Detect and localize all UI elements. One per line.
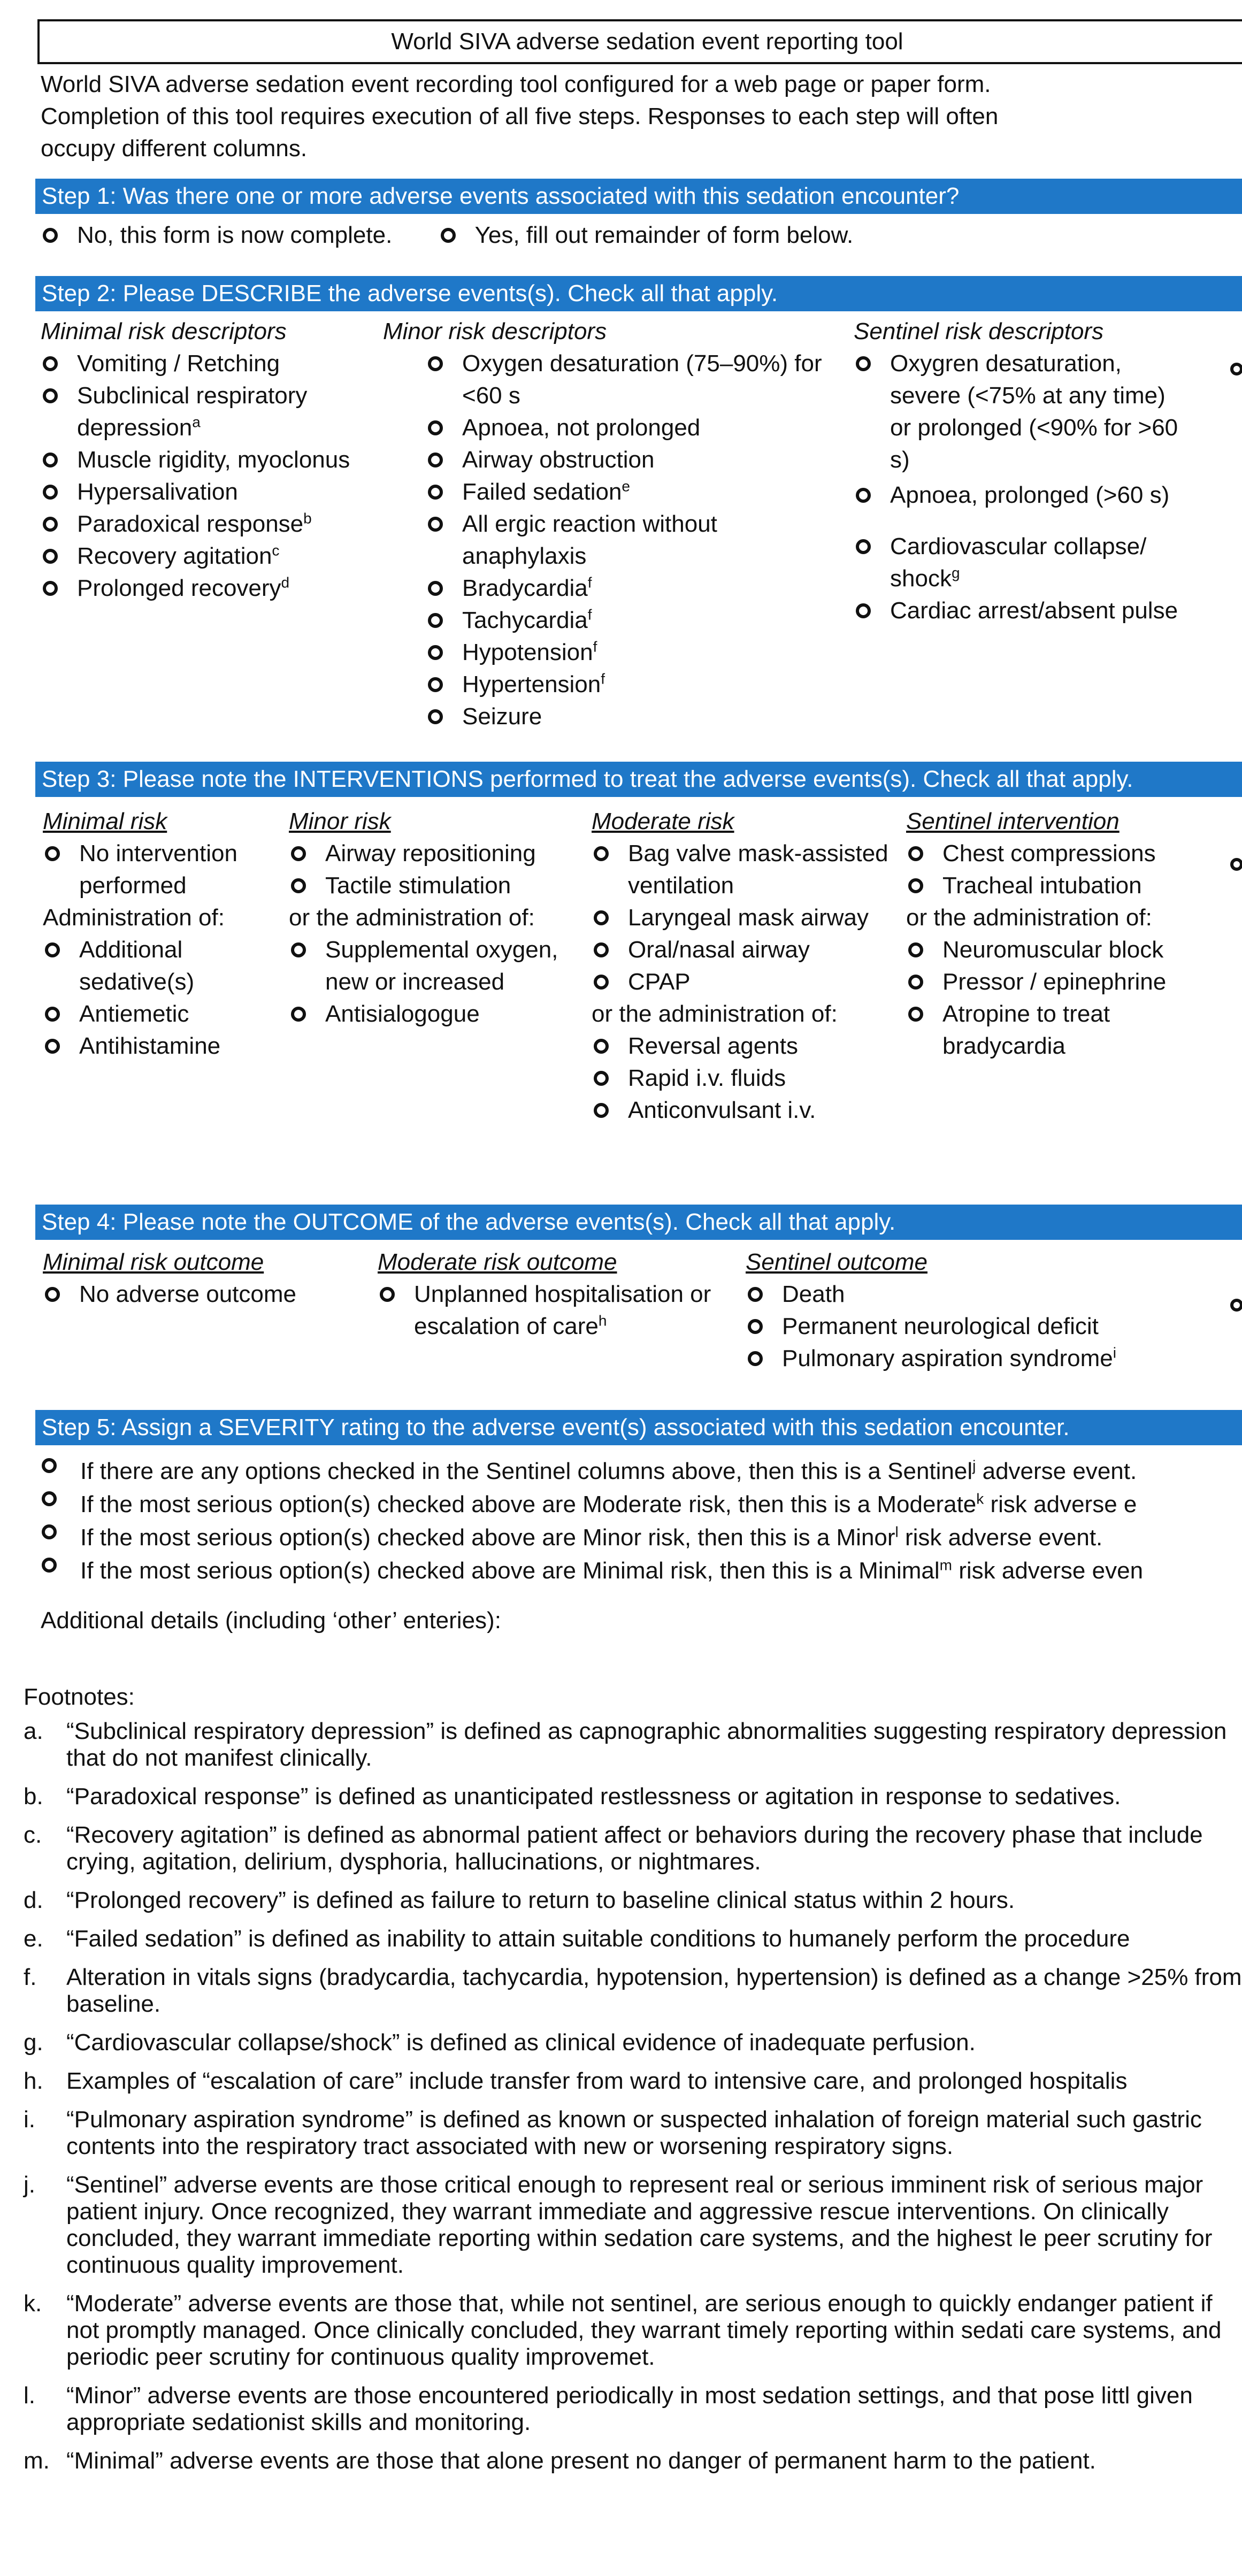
checkbox-icon[interactable] bbox=[43, 581, 58, 596]
footnote bbox=[24, 2068, 1242, 2095]
checkbox-icon[interactable] bbox=[43, 453, 58, 467]
checkbox-icon[interactable] bbox=[908, 942, 923, 957]
checkbox-icon[interactable] bbox=[594, 1039, 609, 1054]
footnote bbox=[24, 1926, 1242, 1952]
severity-option-minor[interactable] bbox=[41, 1521, 1242, 1554]
option-label: No, this form is now complete. bbox=[77, 222, 393, 248]
step3-sentinel-column bbox=[906, 806, 1206, 1062]
intro-text bbox=[41, 68, 1207, 165]
option-text: If the most serious option(s) checked above are Minor risk, then this is a Minor bbox=[80, 1524, 895, 1551]
checkbox-icon[interactable] bbox=[594, 1103, 609, 1118]
checkbox-icon[interactable] bbox=[594, 846, 609, 861]
checkbox-icon[interactable] bbox=[428, 453, 443, 467]
footnote-text: “Minimal” adverse events are those that alone present no danger of permanent harm to the patient. bbox=[66, 2448, 1096, 2474]
option-label: Failed sedation bbox=[462, 479, 622, 505]
step3-minimal-column bbox=[43, 806, 278, 1062]
checkbox-icon[interactable] bbox=[43, 356, 58, 371]
checkbox-icon[interactable] bbox=[594, 975, 609, 990]
option-label: Muscle rigidity, myoclonus bbox=[77, 447, 350, 473]
intro-line: Completion of this tool requires execution of all five steps. Responses to each step will often bbox=[41, 103, 999, 129]
step3-minor-column bbox=[289, 806, 572, 1030]
footnote-text: “Prolonged recovery” is defined as failure to return to baseline clinical status within 2 hours. bbox=[66, 1887, 1015, 1913]
column-header: Moderate risk bbox=[592, 808, 734, 834]
footnote bbox=[24, 2448, 1242, 2474]
column-header: Moderate risk outcome bbox=[378, 1249, 617, 1275]
footnote-ref: h bbox=[598, 1312, 607, 1329]
footnote-text: “Paradoxical response” is defined as unanticipated restlessness or agitation in response to sedatives. bbox=[66, 1783, 1121, 1810]
column-header: Minimal risk bbox=[43, 808, 167, 834]
footnote-ref: e bbox=[622, 478, 630, 495]
descriptor-option[interactable] bbox=[426, 637, 832, 669]
footnote bbox=[24, 1964, 1242, 2018]
outcome-option[interactable] bbox=[746, 1343, 1216, 1375]
option-label: Tactile stimulation bbox=[325, 872, 511, 899]
footnote-ref: j bbox=[972, 1457, 976, 1474]
footnote bbox=[24, 1783, 1242, 1810]
checkbox-icon[interactable] bbox=[428, 485, 443, 500]
footnote bbox=[24, 2290, 1242, 2371]
checkbox-icon[interactable] bbox=[291, 878, 306, 893]
option-label: Antihistamine bbox=[79, 1033, 221, 1059]
intervention-option[interactable] bbox=[43, 1030, 278, 1062]
option-label: Oral/nasal airway bbox=[628, 937, 810, 963]
option-label: Chest compressions bbox=[942, 840, 1156, 867]
footnote-ref: c bbox=[272, 542, 280, 559]
checkbox-icon[interactable] bbox=[908, 975, 923, 990]
descriptor-option[interactable] bbox=[426, 701, 832, 733]
step3-heading: Step 3: Please note the INTERVENTIONS performed to treat the adverse events(s). Check all that apply. bbox=[35, 762, 1242, 797]
intervention-option[interactable] bbox=[592, 902, 891, 934]
checkbox-icon[interactable] bbox=[428, 356, 443, 371]
intro-line: World SIVA adverse sedation event recording tool configured for a web page or paper form. bbox=[41, 71, 991, 97]
footnote-text: “Pulmonary aspiration syndrome” is defined as known or suspected inhalation of foreign material such gastric contents into the respiratory tract associated with new or worsening respiratory signs. bbox=[66, 2106, 1202, 2159]
footnote-label: b. bbox=[24, 1783, 43, 1810]
step2-minor-column bbox=[383, 316, 832, 733]
step1-option-no[interactable] bbox=[41, 219, 392, 251]
checkbox-icon[interactable] bbox=[45, 846, 60, 861]
checkbox-icon[interactable] bbox=[291, 942, 306, 957]
descriptor-option[interactable] bbox=[854, 531, 1185, 595]
radio-icon[interactable] bbox=[42, 1558, 57, 1573]
intervention-option[interactable] bbox=[592, 838, 891, 902]
footnote-label: i. bbox=[24, 2106, 35, 2133]
step2-sentinel-column bbox=[854, 316, 1185, 627]
descriptor-option[interactable] bbox=[41, 508, 372, 540]
checkbox-icon[interactable] bbox=[291, 846, 306, 861]
option-label: No intervention performed bbox=[79, 840, 237, 899]
intervention-option[interactable] bbox=[289, 934, 572, 998]
option-label: Atropine to treat bradycardia bbox=[942, 1001, 1110, 1059]
option-text: If the most serious option(s) checked above are Minimal risk, then this is a Minimal bbox=[80, 1558, 940, 1584]
checkbox-icon[interactable] bbox=[428, 581, 443, 596]
radio-icon[interactable] bbox=[441, 228, 456, 243]
checkbox-icon[interactable] bbox=[428, 613, 443, 628]
footnote bbox=[24, 1822, 1242, 1875]
footnote-ref: a bbox=[192, 413, 201, 431]
option-label: Hypertension bbox=[462, 671, 601, 697]
option-label: Yes, fill out remainder of form below. bbox=[474, 222, 854, 248]
intervention-option[interactable] bbox=[906, 998, 1206, 1062]
step2-minimal-column bbox=[41, 316, 372, 604]
option-text: adverse event. bbox=[976, 1458, 1137, 1484]
footnote-text: “Failed sedation” is defined as inability to attain suitable conditions to humanely perform the procedure bbox=[66, 1926, 1130, 1952]
checkbox-icon[interactable] bbox=[594, 1071, 609, 1086]
option-label: Pulmonary aspiration syndrome bbox=[782, 1345, 1113, 1371]
option-text: If there are any options checked in the Sentinel columns above, then this is a Sentinel bbox=[80, 1458, 973, 1484]
option-label: Antisialogogue bbox=[325, 1001, 480, 1027]
option-label: No adverse outcome bbox=[79, 1281, 296, 1307]
minor-option-list bbox=[383, 348, 832, 733]
footnote-ref: k bbox=[976, 1490, 984, 1507]
footnote-text: “Moderate” adverse events are those that, while not sentinel, are serious enough to quickly endanger patient if not promptly managed. Once clinically concluded, they warrant timely reporting within sedati care systems, and periodic peer scrutiny for continuous quality improvemet. bbox=[66, 2290, 1222, 2370]
cropped-checkbox-icon[interactable] bbox=[1230, 1299, 1242, 1312]
column-header: Minimal risk outcome bbox=[43, 1249, 264, 1275]
option-label: Supplemental oxygen, new or increased bbox=[325, 937, 558, 995]
option-label: Cardiovascular collapse/ shock bbox=[890, 533, 1147, 592]
administration-label: or the administration of: bbox=[906, 904, 1152, 931]
footnote-label: c. bbox=[24, 1822, 42, 1848]
step4-moderate-column bbox=[378, 1246, 731, 1343]
footnote-label: e. bbox=[24, 1926, 43, 1952]
descriptor-option[interactable] bbox=[41, 476, 372, 508]
checkbox-icon[interactable] bbox=[856, 356, 871, 371]
descriptor-option[interactable] bbox=[854, 595, 1185, 627]
descriptor-option[interactable] bbox=[426, 476, 832, 508]
checkbox-icon[interactable] bbox=[748, 1287, 763, 1302]
cropped-checkbox-icon[interactable] bbox=[1230, 858, 1242, 871]
checkbox-icon[interactable] bbox=[291, 1007, 306, 1022]
descriptor-option[interactable] bbox=[41, 348, 372, 380]
outcome-option[interactable] bbox=[746, 1278, 1216, 1310]
option-label: Laryngeal mask airway bbox=[628, 904, 869, 931]
option-label: Neuromuscular block bbox=[942, 937, 1164, 963]
column-header: Sentinel outcome bbox=[746, 1249, 927, 1275]
footnote-label: d. bbox=[24, 1887, 43, 1913]
option-label: Additional sedative(s) bbox=[79, 937, 195, 995]
descriptor-option[interactable] bbox=[426, 572, 832, 604]
option-text: If the most serious option(s) checked above are Moderate risk, then this is a Moderate bbox=[80, 1491, 977, 1517]
footnotes-list bbox=[24, 1718, 1242, 2486]
severity-option-sentinel[interactable] bbox=[41, 1455, 1242, 1488]
footnote bbox=[24, 1718, 1242, 1772]
option-text: risk adverse e bbox=[984, 1491, 1137, 1517]
footnote-text: Examples of “escalation of care” include transfer from ward to intensive care, and prolonged hospitalis bbox=[66, 2068, 1128, 2094]
option-label: Apnoea, prolonged (>60 s) bbox=[890, 482, 1170, 508]
step4-minimal-column bbox=[43, 1246, 364, 1310]
step3-moderate-column bbox=[592, 806, 891, 1126]
option-label: Airway repositioning bbox=[325, 840, 536, 867]
intervention-option[interactable] bbox=[289, 870, 572, 902]
footnote-text: Alteration in vitals signs (bradycardia, tachycardia, hypotension, hypertension) is defined as a change >25% from baseline. bbox=[66, 1964, 1242, 2017]
column-header: Sentinel risk descriptors bbox=[854, 318, 1104, 344]
footnote-ref: l bbox=[895, 1523, 899, 1540]
administration-label: Administration of: bbox=[43, 904, 225, 931]
radio-icon[interactable] bbox=[42, 1524, 57, 1539]
option-label: Bag valve mask-assisted ventilation bbox=[628, 840, 888, 899]
intervention-option[interactable] bbox=[592, 966, 891, 998]
descriptor-option[interactable] bbox=[426, 669, 832, 701]
option-text: risk adverse event. bbox=[898, 1524, 1103, 1551]
additional-details-label: Additional details (including ‘other’ enteries): bbox=[41, 1607, 501, 1634]
column-header: Minor risk descriptors bbox=[383, 318, 607, 344]
checkbox-icon[interactable] bbox=[45, 1287, 60, 1302]
footnote-ref: f bbox=[587, 574, 592, 591]
column-header: Minor risk bbox=[289, 808, 391, 834]
descriptor-option[interactable] bbox=[854, 479, 1185, 511]
intervention-option[interactable] bbox=[43, 998, 278, 1030]
footnote-label: h. bbox=[24, 2068, 43, 2094]
intervention-option[interactable] bbox=[906, 966, 1206, 998]
option-label: Hypotension bbox=[462, 639, 593, 665]
checkbox-icon[interactable] bbox=[908, 846, 923, 861]
footnote-ref: d bbox=[281, 574, 290, 591]
outcome-option[interactable] bbox=[746, 1310, 1216, 1343]
checkbox-icon[interactable] bbox=[45, 1039, 60, 1054]
checkbox-icon[interactable] bbox=[594, 910, 609, 925]
checkbox-icon[interactable] bbox=[43, 517, 58, 532]
checkbox-icon[interactable] bbox=[380, 1287, 395, 1302]
option-label: Airway obstruction bbox=[462, 447, 655, 473]
intervention-option[interactable] bbox=[906, 870, 1206, 902]
option-label: Antiemetic bbox=[79, 1001, 189, 1027]
checkbox-icon[interactable] bbox=[43, 485, 58, 500]
descriptor-option[interactable] bbox=[426, 444, 832, 476]
footnote-label: l. bbox=[24, 2382, 35, 2409]
footnote-text: “Cardiovascular collapse/shock” is defined as clinical evidence of inadequate perfusion. bbox=[66, 2029, 976, 2056]
intervention-option[interactable] bbox=[592, 1094, 891, 1126]
descriptor-option[interactable] bbox=[41, 444, 372, 476]
step1-option-yes[interactable] bbox=[439, 219, 854, 251]
footnote-ref: f bbox=[587, 606, 592, 623]
option-label: Recovery agitation bbox=[77, 543, 272, 569]
administration-label: or the administration of: bbox=[289, 904, 535, 931]
checkbox-icon[interactable] bbox=[428, 709, 443, 724]
step4-sentinel-column bbox=[746, 1246, 1216, 1375]
footnote-text: “Sentinel” adverse events are those critical enough to represent real or serious imminent risk of serious major patient injury. Once recognized, they warrant immediate and aggressive rescue interventions. On clinically concluded, they warrant immediate reporting within sedation care systems, and the highest le peer scrutiny for continuous quality improvement. bbox=[66, 2172, 1213, 2278]
option-label: Cardiac arrest/absent pulse bbox=[890, 597, 1178, 624]
option-label: CPAP bbox=[628, 969, 691, 995]
option-label: Hypersalivation bbox=[77, 479, 238, 505]
step5-heading: Step 5: Assign a SEVERITY rating to the adverse event(s) associated with this sedation encounter. bbox=[35, 1410, 1242, 1445]
option-label: Rapid i.v. fluids bbox=[628, 1065, 786, 1091]
footnote bbox=[24, 2106, 1242, 2160]
option-label: Vomiting / Retching bbox=[77, 350, 280, 377]
checkbox-icon[interactable] bbox=[748, 1351, 763, 1366]
footnote-text: “Recovery agitation” is defined as abnormal patient affect or behaviors during the recovery phase that include crying, agitation, delirium, dysphoria, hallucinations, or nightmares. bbox=[66, 1822, 1203, 1875]
radio-icon[interactable] bbox=[43, 228, 58, 243]
footnote bbox=[24, 2172, 1242, 2279]
checkbox-icon[interactable] bbox=[594, 942, 609, 957]
option-label: Paradoxical response bbox=[77, 511, 304, 537]
option-label: Tachycardia bbox=[462, 607, 588, 633]
checkbox-icon[interactable] bbox=[45, 1007, 60, 1022]
intervention-option[interactable] bbox=[43, 934, 278, 998]
descriptor-option[interactable] bbox=[41, 540, 372, 572]
radio-icon[interactable] bbox=[42, 1491, 57, 1506]
option-label: Prolonged recovery bbox=[77, 575, 281, 601]
step2-heading: Step 2: Please DESCRIBE the adverse events(s). Check all that apply. bbox=[35, 276, 1242, 311]
checkbox-icon[interactable] bbox=[428, 645, 443, 660]
checkbox-icon[interactable] bbox=[43, 549, 58, 564]
footnote-label: k. bbox=[24, 2290, 42, 2317]
radio-icon[interactable] bbox=[42, 1458, 57, 1473]
footnote bbox=[24, 2029, 1242, 2056]
checkbox-icon[interactable] bbox=[748, 1319, 763, 1334]
checkbox-icon[interactable] bbox=[428, 677, 443, 692]
option-text: risk adverse even bbox=[952, 1558, 1144, 1584]
checkbox-icon[interactable] bbox=[45, 942, 60, 957]
footnote-label: m. bbox=[24, 2448, 50, 2474]
intervention-option[interactable] bbox=[592, 934, 891, 966]
option-label: Seizure bbox=[462, 703, 542, 730]
descriptor-option[interactable] bbox=[854, 348, 1185, 476]
option-label: Apnoea, not prolonged bbox=[462, 415, 701, 441]
descriptor-option[interactable] bbox=[426, 604, 832, 637]
column-header: Sentinel intervention bbox=[906, 808, 1120, 834]
footnote-ref: f bbox=[601, 670, 605, 687]
option-label: Unplanned hospitalisation or escalation of care bbox=[414, 1281, 711, 1339]
footnote-ref: m bbox=[939, 1557, 952, 1574]
footnotes-title: Footnotes: bbox=[24, 1684, 135, 1710]
intervention-option[interactable] bbox=[592, 1062, 891, 1094]
intervention-option[interactable] bbox=[289, 838, 572, 870]
option-label: Oxygren desaturation, severe (<75% at any time) or prolonged (<90% for >60 s) bbox=[890, 350, 1178, 473]
administration-label: or the administration of: bbox=[592, 1001, 838, 1027]
checkbox-icon[interactable] bbox=[428, 517, 443, 532]
option-label: Anticonvulsant i.v. bbox=[628, 1097, 816, 1123]
step1-options bbox=[41, 219, 853, 251]
footnote-label: j. bbox=[24, 2172, 35, 2198]
footnote-label: a. bbox=[24, 1718, 43, 1744]
footnote-ref: i bbox=[1113, 1344, 1116, 1361]
checkbox-icon[interactable] bbox=[856, 603, 871, 618]
checkbox-icon[interactable] bbox=[43, 388, 58, 403]
severity-option-minimal[interactable] bbox=[41, 1554, 1242, 1588]
outcome-option[interactable] bbox=[378, 1278, 731, 1343]
option-label: Pressor / epinephrine bbox=[942, 969, 1167, 995]
checkbox-icon[interactable] bbox=[908, 1007, 923, 1022]
intervention-option[interactable] bbox=[906, 838, 1206, 870]
option-label: Bradycardia bbox=[462, 575, 588, 601]
option-label: Permanent neurological deficit bbox=[782, 1313, 1099, 1339]
form-title: World SIVA adverse sedation event reporting tool bbox=[37, 19, 1242, 64]
checkbox-icon[interactable] bbox=[908, 878, 923, 893]
severity-options bbox=[41, 1455, 1242, 1588]
footnote-text: “Minor” adverse events are those encountered periodically in most sedation settings, and that pose littl given appropriate sedationist skills and monitoring. bbox=[66, 2382, 1193, 2435]
descriptor-option[interactable] bbox=[426, 348, 832, 412]
cropped-checkbox-icon[interactable] bbox=[1230, 363, 1242, 375]
severity-option-moderate[interactable] bbox=[41, 1488, 1242, 1521]
footnote bbox=[24, 1887, 1242, 1914]
checkbox-icon[interactable] bbox=[428, 420, 443, 435]
step1-heading: Step 1: Was there one or more adverse events associated with this sedation encounter? bbox=[35, 179, 1242, 214]
intro-line: occupy different columns. bbox=[41, 135, 308, 162]
footnote-ref: f bbox=[593, 638, 597, 655]
footnote-ref: b bbox=[303, 510, 312, 527]
option-label: Tracheal intubation bbox=[942, 872, 1142, 899]
descriptor-option[interactable] bbox=[426, 412, 832, 444]
footnote bbox=[24, 2382, 1242, 2436]
checkbox-icon[interactable] bbox=[856, 488, 871, 503]
intervention-option[interactable] bbox=[289, 998, 572, 1030]
footnote-label: g. bbox=[24, 2029, 43, 2056]
option-label: Reversal agents bbox=[628, 1033, 798, 1059]
footnote-text: “Subclinical respiratory depression” is defined as capnographic abnormalities suggesting respiratory depression that do not manifest clinically. bbox=[66, 1718, 1227, 1771]
intervention-option[interactable] bbox=[592, 1030, 891, 1062]
option-label: Death bbox=[782, 1281, 845, 1307]
option-label: All ergic reaction without anaphylaxis bbox=[462, 511, 717, 569]
step4-heading: Step 4: Please note the OUTCOME of the adverse events(s). Check all that apply. bbox=[35, 1205, 1242, 1240]
option-label: Oxygen desaturation (75–90%) for <60 s bbox=[462, 350, 822, 409]
footnote-label: f. bbox=[24, 1964, 37, 1990]
descriptor-option[interactable] bbox=[426, 508, 832, 572]
checkbox-icon[interactable] bbox=[856, 539, 871, 554]
intervention-option[interactable] bbox=[906, 934, 1206, 966]
column-header: Minimal risk descriptors bbox=[41, 318, 287, 344]
outcome-option[interactable] bbox=[43, 1278, 364, 1310]
option-label: Subclinical respiratory depression bbox=[77, 382, 308, 441]
footnote-ref: g bbox=[951, 564, 960, 581]
descriptor-option[interactable] bbox=[41, 572, 372, 604]
descriptor-option[interactable] bbox=[41, 380, 372, 444]
intervention-option[interactable] bbox=[43, 838, 278, 902]
